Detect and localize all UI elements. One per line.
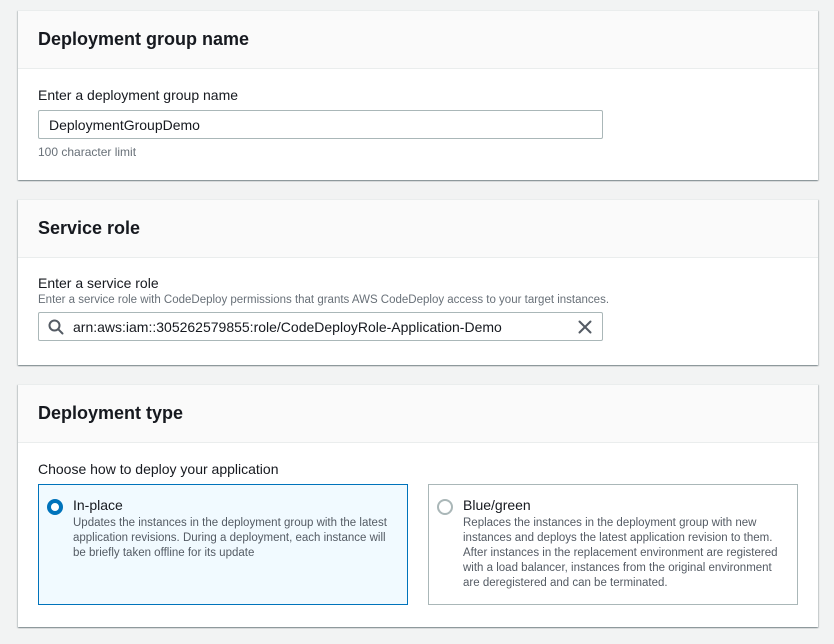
- clear-icon[interactable]: [568, 320, 602, 334]
- service-role-search: [38, 312, 603, 341]
- deployment-type-label: Choose how to deploy your application: [38, 461, 279, 477]
- character-limit-hint: 100 character limit: [38, 145, 137, 159]
- service-role-label: Enter a service role: [38, 275, 159, 291]
- in-place-title: In-place: [73, 497, 123, 513]
- deployment-group-panel: [18, 10, 818, 180]
- service-role-input[interactable]: [73, 313, 568, 340]
- search-icon: [39, 319, 73, 335]
- deployment-type-heading: Deployment type: [18, 385, 818, 443]
- blue-green-description: Replaces the instances in the deployment group with new instances and deploys the latest application revision to them. After instances in the replacement environment are registered with a load balancer, instances from the original environment are deregistered and can be terminated.: [463, 517, 778, 589]
- deployment-type-panel: [18, 384, 818, 627]
- deployment-type-options: [38, 484, 798, 606]
- blue-green-title: Blue/green: [463, 497, 531, 513]
- service-role-description: Enter a service role with CodeDeploy permissions that grants AWS CodeDeploy access to your target instances.: [38, 294, 610, 306]
- deployment-group-label: Enter a deployment group name: [38, 87, 239, 103]
- blue-green-option[interactable]: [428, 484, 798, 605]
- in-place-option[interactable]: [38, 484, 408, 605]
- service-role-panel: [18, 199, 818, 365]
- deployment-group-heading: Deployment group name: [18, 11, 818, 69]
- blue-green-radio[interactable]: [437, 499, 453, 515]
- in-place-description: Updates the instances in the deployment group with the latest application revisions. During a deployment, each instance will be briefly taken offline for its update: [73, 517, 387, 559]
- deployment-group-name-input[interactable]: [38, 110, 603, 139]
- in-place-radio[interactable]: [47, 499, 63, 515]
- service-role-heading: Service role: [18, 200, 818, 258]
